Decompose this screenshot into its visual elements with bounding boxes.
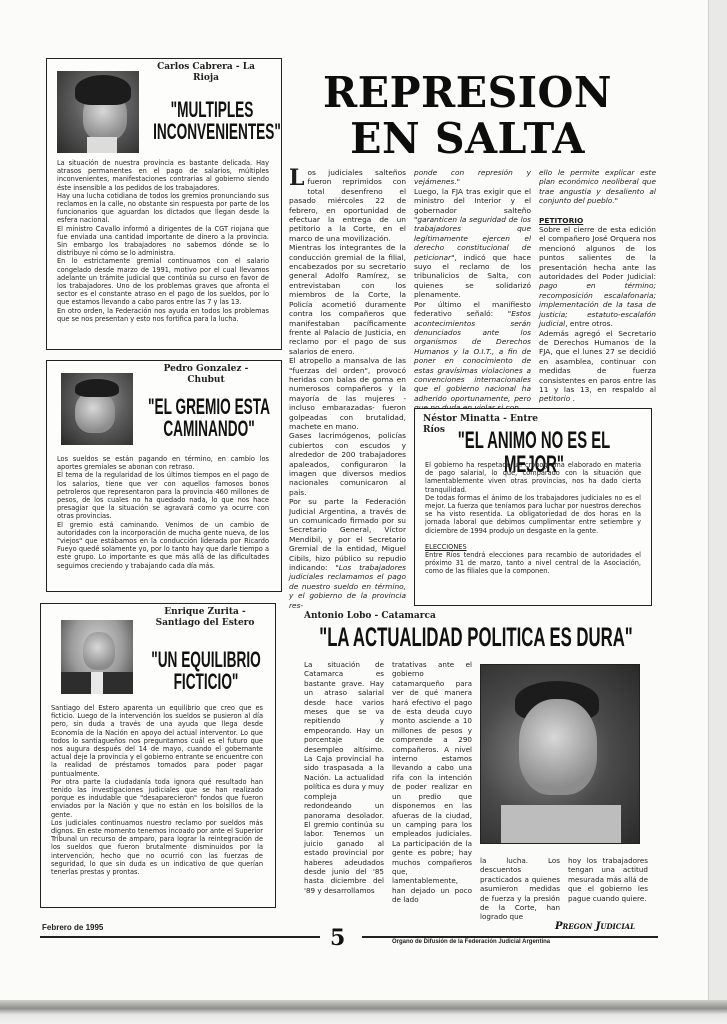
paragraph: El gremio está caminando. Venimos de un cambio de autoridades con la incorporación de mucha gente nueva, de los "viejos" que estábamos en la conducción liderada por Ricardo Fueyo quedé solamente yo, por lo tanto hay que darle tiempo a este grupo. Lo importante es que más allá de las dificultades seguimos creciendo y trabajando cada día más. xyxy=(57,520,269,570)
subheading-elecciones: ELECCIONES xyxy=(425,542,467,551)
interview-title: "UN EQUILIBRIO FICTICIO" xyxy=(151,647,261,694)
paragraph xyxy=(539,225,656,328)
catamarca-column-4: hoy los trabajadores tengan una actitud mesurada más allá de que el gobierno les pague cuando quiere. xyxy=(568,856,648,903)
portrait-photo xyxy=(61,373,133,445)
paragraph: Hay una lucha cotidiana de todos los gremios pronunciando sus reclamos en la calle, no obstante sin respuesta por parte de los funcionarios que aguardan los dictados que llegan desde la esfera nacional. xyxy=(57,191,269,225)
text: petitorio xyxy=(539,394,571,404)
drop-cap: L xyxy=(289,165,305,191)
text: , indicó que hace suyo el reclamo de los tribunalicios de Salta, con quienes se solidarizó plenamente. xyxy=(414,252,531,300)
interview-title: "EL ANIMO NO ES EL MEJOR" xyxy=(457,427,611,478)
article-column-3 xyxy=(539,168,656,404)
interview-box-la-rioja xyxy=(46,58,282,350)
catamarca-column-3: la lucha. Los descuentos practicados a quienes asumieron medidas de fuerza y la presión de la Corte, han logrado que xyxy=(480,856,560,922)
paragraph: En lo estrictamente gremial continuamos con el salario congelado desde marzo de 1991, motivo por el cual llevamos adelante un trámite judicial que continúa su curso en favor de los trabajadores. Uno de los problemas graves que afronta el sector es el constante atraso en el pago de los sueldos, por lo que estamos llevando a cabo paros entre las 7 y las 13. xyxy=(57,257,269,307)
interview-title: "MULTIPLES INCONVENIENTES" xyxy=(153,97,281,144)
text: , entre otros. xyxy=(565,319,613,329)
interview-byline: Néstor Minatta - Entre Ríos xyxy=(423,414,538,435)
interview-body xyxy=(51,704,263,876)
interview-body xyxy=(425,461,641,576)
interview-title: "LA ACTUALIDAD POLITICA ES DURA" xyxy=(319,622,633,652)
portrait-photo xyxy=(57,71,139,153)
quote: ello le permite explicar este plan económico neoliberal que trae angustia y desaliento al conjunto del pueblo." xyxy=(539,168,656,206)
article-column-2 xyxy=(414,168,531,413)
paragraph: Entre Ríos tendrá elecciones para recambio de autoridades el próximo 31 de marzo, tanto a nivel central de la Asociación, como de las filiales que la componen. xyxy=(425,551,641,576)
paragraph xyxy=(289,165,406,243)
interview-byline: Enrique Zurita - Santiago del Estero xyxy=(155,607,255,628)
portrait-photo xyxy=(61,620,133,694)
main-headline: REPRESION EN SALTA xyxy=(323,68,612,163)
paragraph: Santiago del Estero aparenta un equilibrio que creo que es ficticio. Luego de la intervención los sueldos se pusieron al día pero, sin duda a través de una ayuda que llega desde Economía de la Nación en apoyo del actual interventor. Lo que todos lo santiagueños nos preguntamos cuál es el futuro que nos augura después del 14 de mayo, cuando el gobernante actual deje la provincia y el gobierno entrante se encuentre con la realidad de préstamos tomados para poder pagar puntualmente. xyxy=(51,704,263,778)
paragraph: El tema de la regularidad de los últimos tiempos en el pago de los salarios, tiene que ver con aquellos famosos bonos petroleros que representaron para la provincia 460 millones de pesos, de los cuales no ha quedado nada, lo que nos hace presagiar que la situación se agravará como ya ocurre con otras provincias. xyxy=(57,471,269,521)
text: Por último el manifiesto federativo señaló: xyxy=(414,299,531,319)
portrait-photo-catamarca xyxy=(480,664,640,844)
article-column-1 xyxy=(289,165,406,610)
scan-edge-bottom xyxy=(0,1000,727,1024)
paragraph: De todas formas el ánimo de los trabajadores judiciales no es el mejor. La fuerza que teníamos para luchar por nuestros derechos se ha visto resentida. La obligatoriedad de dos horas en la jornada laboral que debimos cumplimentar entre setiembre y diciembre de 1994 produjo un desgaste en la gente. xyxy=(425,493,641,535)
paragraph: El ministro Cavallo informó a dirigentes de la CGT riojana que fue enviada una cantidad importante de dinero a la provincia. Sin embargo los trabajadores no sabemos dónde se lo distribuye ni cómo se lo administra. xyxy=(57,224,269,258)
paragraph: Los judiciales continuamos nuestro reclamo por sueldos más dignos. En este momento tenemos incoado por ante el Superior Tribunal un recurso de amparo, para lograr la reintegración de los sueldos que fueron brutalmente disminuidos por la intervención, hecho que no ocurrió con las fuerzas de seguridad, lo que sin duda es un indicativo de que querían tenerlas prestas y prontas. xyxy=(51,818,263,877)
interview-byline: Carlos Cabrera - La Rioja xyxy=(157,62,255,83)
paragraph xyxy=(414,187,531,300)
quote: "Los trabajadores judiciales reclamamos el pago de nuestro sueldo en término, y el gobierno de la provincia res- xyxy=(289,563,406,610)
text: Además agregó el Secretario de Derechos Humanos de la FJA, que el lunes 27 se decidió en asamblea, continuar con medidas de fuerza consistentes en paros entre las 11 y las 13, en respaldo al xyxy=(539,328,656,394)
quote: ponde con represión y vejámenes." xyxy=(414,168,531,187)
paragraph: En otro orden, la Federación nos ayuda en todos los problemas que se nos presentan y esto nos fortifica para la lucha. xyxy=(57,306,269,323)
issue-date: Febrero de 1995 xyxy=(42,923,104,932)
catamarca-column-1: La situación de Catamarca es bastante grave. Hay un atraso salarial desde hace varios meses que se va repitiendo y empeorando. Hay un porcentaje de desempleo altísimo. La Caja provincial ha sido traspasada a la Nación. La actualidad política es dura y muy compleja redondeando un panorama desolador. El gremio continúa su labor. Tenemos un juicio ganado al estado provincial por haberes adeudados desde junio del '85 hasta diciembre del '89 y desarrollamos xyxy=(304,660,384,895)
paragraph: El gobierno ha respetado un cronograma elaborado en materia de pago salarial, lo que, comparado con la situación que lamentablemente viven otras provincias, nos ha dado cierta tranquilidad. xyxy=(425,461,641,494)
quote: "garanticen la seguridad de los trabajadores que legítimamente ejercen el derecho constitucional de peticionar" xyxy=(414,215,531,262)
interview-body xyxy=(57,159,269,323)
paragraph xyxy=(289,497,406,610)
interview-title: "EL GREMIO ESTA CAMINANDO" xyxy=(148,394,270,441)
text: os judiciales salteños fueron reprimidos con total desenfreno el pasado miércoles 22 de febrero, en oportunidad de efectuar la entrega de un petitorio a la Corte, en el marco de una movilización. xyxy=(289,168,406,243)
quote: "Estos acontecimientos serán denunciados ante los organismos de Derechos Humanos y la O.I.T., a fin de poner en conocimiento de estas gravísimas violaciones a convenciones internacionales que el gobierno nacional ha adherido oportunamente, pero xyxy=(414,309,531,403)
text: . xyxy=(570,394,575,404)
paragraph xyxy=(414,300,531,413)
interview-byline: Pedro Gonzalez - Chubut xyxy=(163,364,249,385)
scan-edge-right xyxy=(708,0,727,1024)
catamarca-column-2: tratativas ante el gobierno catamarqueño para ver de qué manera hará efectivo el pago de esta deuda cuyo monto asciende a 10 millones de pesos y comprende a 290 compañeros. A nivel interno estamos llevando a cabo una rifa con la intención de poder realizar en un predio que disponemos en las afueras de la ciudad, un camping para los empleados judiciales. La participación de la gente es pobre; hay muchos compañeros que, lamentablemente, han dejado un poco de lado xyxy=(392,660,472,905)
interview-body xyxy=(57,455,269,570)
interview-box-chubut xyxy=(46,360,282,592)
footer-rule-left xyxy=(40,936,320,938)
paragraph: Mientras los integrantes de la conducción gremial de la filial, encabezados por su secretario general Adolfo Ramírez, se entrevistaban con los miembros de la Corte, la Policía acometió duramente contra los compañeros que manifestaban pacíficamente frente al Palacio de Justicia, en reclamo por el pago de sus salarios de enero. xyxy=(289,243,406,356)
publication-name: Pregon Judicial xyxy=(555,921,636,932)
interview-box-entre-rios xyxy=(414,408,652,606)
text: Luego, la FJA tras exigir que el ministro del Interior y el gobernador salteño xyxy=(414,186,531,215)
publication-tagline: Organo de Difusión de la Federación Judicial Argentina xyxy=(392,939,551,945)
interview-byline: Antonio Lobo - Catamarca xyxy=(304,611,436,621)
paragraph: Los sueldos se están pagando en término, en cambio los aportes gremiales se abonan con retraso. xyxy=(57,455,269,472)
paragraph xyxy=(539,329,656,404)
footer-rule-right xyxy=(362,936,658,938)
list-items: pago en término; recomposición escalafonaria; implementación de la tasa de justicia; estatuto-escalafón judicial xyxy=(539,281,656,329)
interview-box-santiago-del-estero xyxy=(40,603,276,908)
paragraph: El atropello a mansalva de las "fuerzas del orden", provocó heridas con balas de goma en numerosos compañeros y la mayoría de las mujeres -incluso embarazadas- fueron golpeadas con brutalidad, machete en mano. xyxy=(289,356,406,431)
page-number: 5 xyxy=(330,925,346,951)
text: Por su parte la Federación Judicial Argentina, a través de un comunicado firmado por su Secretario General, Víctor Mendibil, y por el Secretario Gremial de la entidad, Miguel Cibils, hizo público su repudio indicando: xyxy=(289,497,406,573)
paragraph: Gases lacrimógenos, policías cubiertos con escudos y alrededor de 200 trabajadores apaleados, configuraron la imagen que diversos medios nacionales comunicaron al país. xyxy=(289,431,406,497)
subheading-petitorio: PETITORIO xyxy=(539,215,584,225)
paragraph: La situación de nuestra provincia es bastante delicada. Hay atrasos permanentes en el pago de salarios, múltiples inconvenientes, manifestaciones contrarias al gobierno siendo éste insensible a los pedidos de los trabajadores. xyxy=(57,159,269,192)
text: Sobre el cierre de esta edición el compañero José Orquera nos mencionó algunos de los puntos salientes de la presentación hecha ante las autoridades del Poder Judicial: xyxy=(539,225,656,282)
paragraph: Por otra parte la ciudadanía toda ignora qué resultado han tenido las investigaciones judiciales que se han realizado porque es indudable que "desaparecieron" fondos que fueron enviados por la Nación y que no están en los bolsillos de la gente. xyxy=(51,777,263,819)
